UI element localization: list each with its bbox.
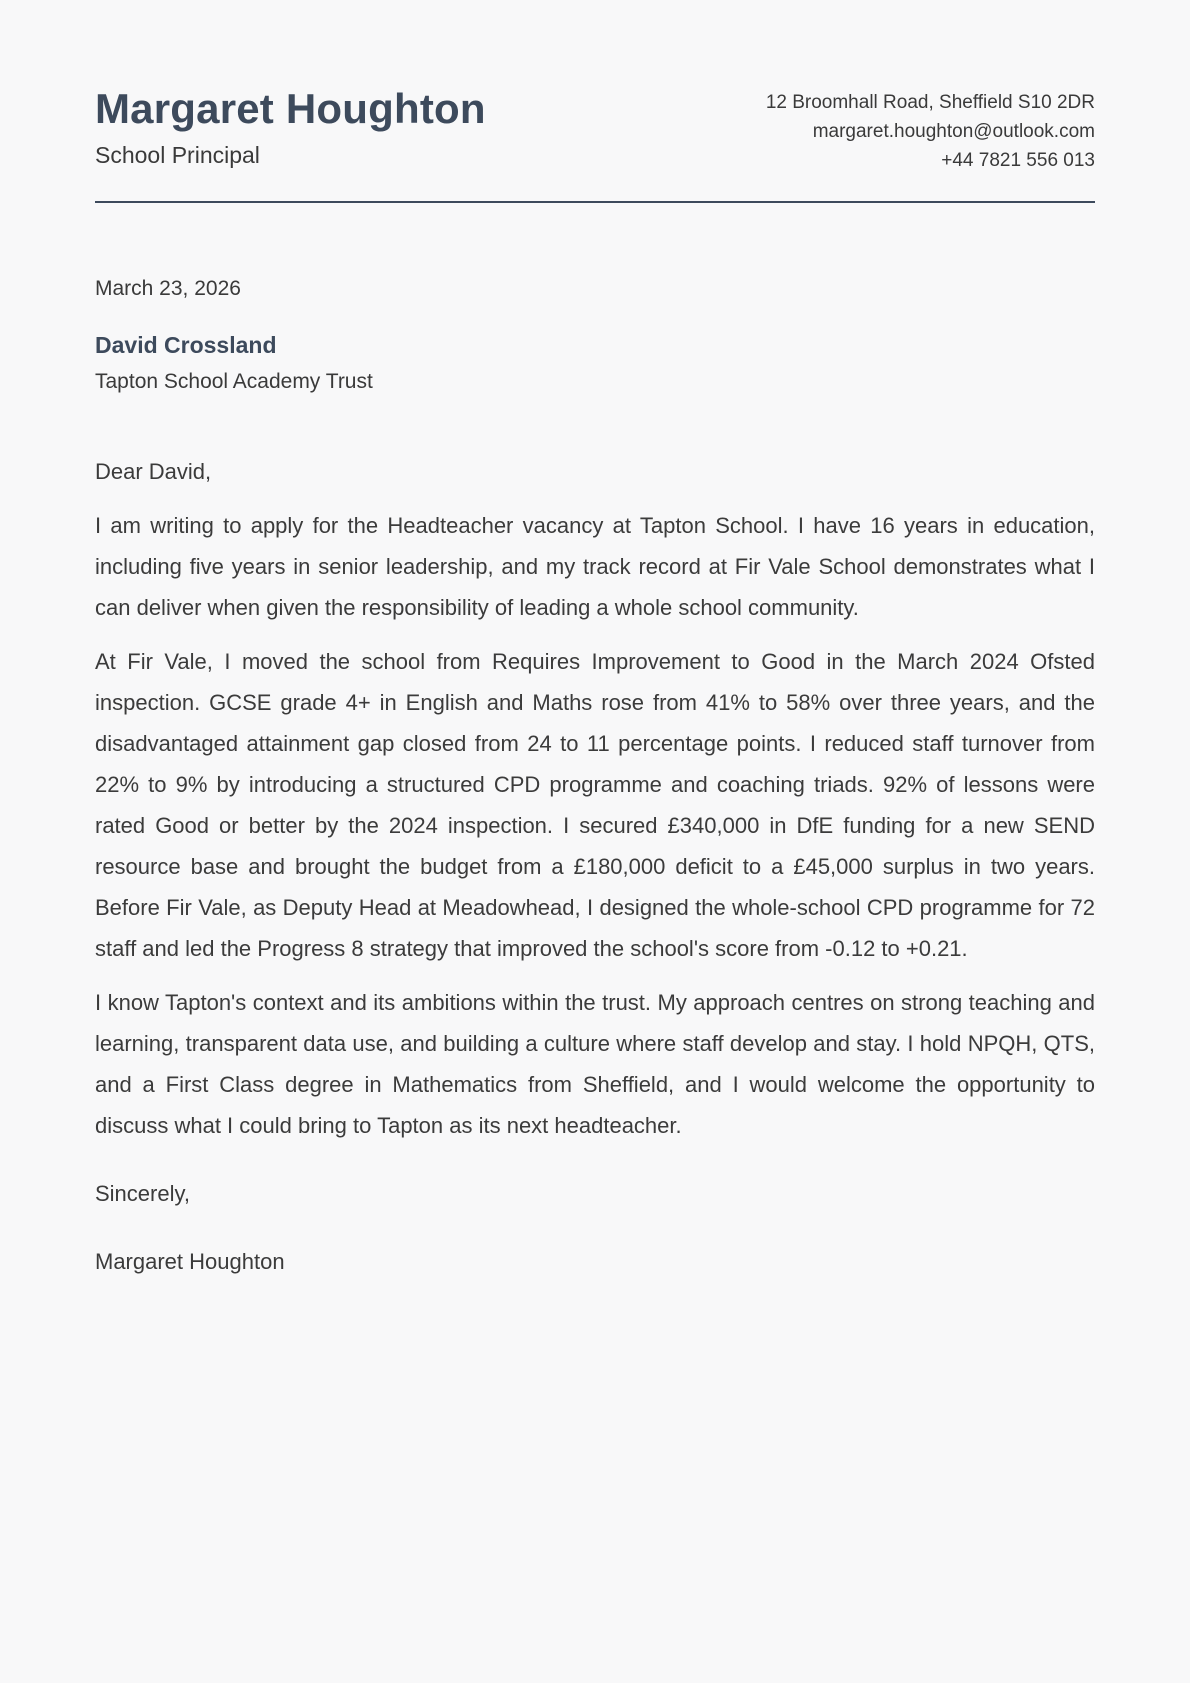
sender-name: Margaret Houghton: [95, 85, 486, 132]
sender-job-title: School Principal: [95, 142, 260, 169]
header-divider: [95, 201, 1095, 203]
recipient-organization: Tapton School Academy Trust: [95, 370, 373, 393]
letter-date: March 23, 2026: [95, 277, 241, 300]
closing: Sincerely,: [95, 1181, 190, 1206]
paragraph-achievements: At Fir Vale, I moved the school from Requires Improvement to Good in the March 2024 Ofsted inspection. GCSE grade 4+ in English and Maths rose from 41% to 58% over three years, and the disadvantaged attainment gap closed from 24 to 11 percentage points. I reduced staff turnover from 22% to 9% by introducing a structured CPD programme and coaching triads. 92% of lessons were rated Good or better by the 2024 inspection. I secured £340,000 in DfE funding for a new SEND resource base and brought the budget from a £180,000 deficit to a £45,000 surplus in two years. Before Fir Vale, as Deputy Head at Meadowhead, I designed the whole-school CPD programme for 72 staff and led the Progress 8 strategy that improved the school's score from -0.12 to +0.21.: [95, 649, 1095, 961]
contact-block: [766, 85, 1095, 175]
recipient-name: David Crossland: [95, 332, 277, 358]
contact-email: margaret.houghton@outlook.com: [812, 121, 1095, 142]
paragraph-introduction: I am writing to apply for the Headteacher vacancy at Tapton School. I have 16 years in education, including five years in senior leadership, and my track record at Fir Vale School demonstrates what I can deliver when given the responsibility of leading a whole school community.: [95, 513, 1095, 620]
sender-identity: [95, 85, 486, 169]
letter-header: [95, 85, 1095, 175]
letter-body: [95, 451, 1095, 1282]
recipient-block: [95, 332, 1095, 394]
contact-phone: +44 7821 556 013: [941, 150, 1095, 171]
signature-name: Margaret Houghton: [95, 1249, 285, 1274]
paragraph-fit-and-close: I know Tapton's context and its ambitions within the trust. My approach centres on strong teaching and learning, transparent data use, and building a culture where staff develop and stay. I hold NPQH, QTS, and a First Class degree in Mathematics from Sheffield, and I would welcome the opportunity to discuss what I could bring to Tapton as its next headteacher.: [95, 990, 1095, 1138]
contact-address: 12 Broomhall Road, Sheffield S10 2DR: [765, 92, 1095, 113]
salutation: Dear David,: [95, 459, 212, 484]
